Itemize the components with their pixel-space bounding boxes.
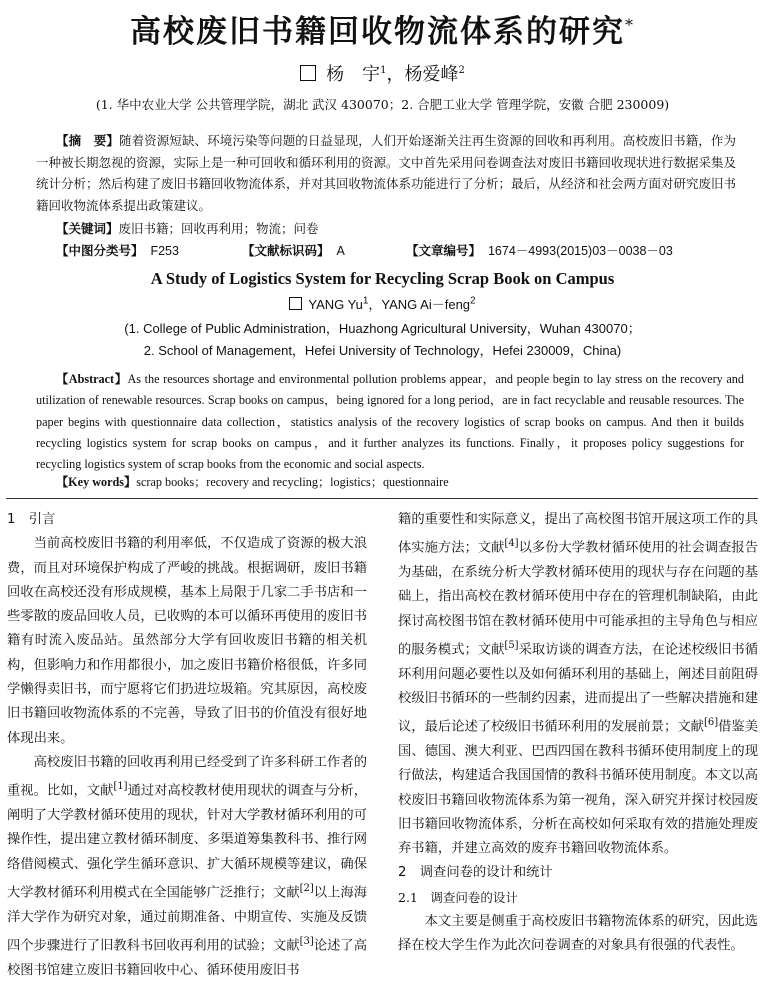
citation-1: [1] [113, 781, 128, 793]
paper-title [0, 6, 765, 51]
author-1-sup: 1 [380, 65, 387, 76]
citation-4: [4] [504, 538, 519, 550]
abstract-zh-text: 随着资源短缺、环境污染等问题的日益显现，人们开始逐渐关注再生资源的回收和再利用。高校废旧书籍，作为一种被长期忽视的资源，实际上是一种可回收和循环利用的资源。文中首先采用问卷调查法对废旧书籍回收现状进行数据采集及统计分析；然后构建了废旧书籍回收物流体系，并对其回收物流体系功能进行了分析；最后，从经济和社会两方面对研究废旧书籍回收物流体系提出政策建议。 [36, 133, 737, 213]
en-author-sep: ， [368, 297, 382, 312]
section-1-heading: 1 引言 [7, 512, 56, 527]
citation-3: [3] [299, 935, 314, 947]
paragraph-text: 借鉴美国、德国、澳大利亚、巴西四国在教科书循环使用制度上的现行做法，构建适合我国国情的教科书循环使用制度。本文以高校废旧书籍回收物流体系为第一视角，深入研究并探讨校园废旧书籍回收物流体系，分析在高校如何采取有效的措施处理废弃书籍，并建立高效的废弃书籍回收物流体系。 [398, 719, 759, 857]
paragraph-text: 论述了高校图书馆建立废旧书籍回收中心、循环使用废旧书 [7, 938, 368, 978]
article-id-item [406, 241, 673, 259]
section-divider [6, 498, 758, 499]
abstract-en [36, 369, 744, 475]
author-2-sup: 2 [458, 65, 465, 76]
body-right-column [398, 508, 758, 959]
clc-value: F253 [150, 244, 179, 258]
paragraph-text: 通过对高校教材使用现状的调查与分析，阐明了大学教材循环使用的现状，针对大学教材循环利用的可操作性，提出建立教材循环制度、多渠道筹集教科书、推行网络借阅模式、强化学生循环意识、扩大循环规模等建议，确保大学教材循环利用模式在全国能够广泛推行；文献 [7, 783, 368, 901]
clc-label: 【中图分类号】 [56, 244, 144, 258]
english-affiliation-1: (1. College of Public Administration，Huazhong Agricultural University，Wuhan 430070； [124, 321, 641, 336]
author-1: 杨 宇 [326, 64, 381, 85]
citation-2: [2] [299, 882, 314, 894]
citation-5: [5] [504, 639, 519, 651]
paragraph: 当前高校废旧书籍的利用率低，不仅造成了资源的极大浪费，而且对环境保护构成了严峻的挑战。根据调研，废旧书籍回收在高校还没有形成规模，基本上局限于几家二手书店和一些零散的废品回收人员，已收购的本可以循环再使用的废旧书籍有时流入废品站。虽然部分大学有回收废旧书籍的相关机构，但影响力和作用都很小，加之废旧书籍价格很低，许多同学懒得卖旧书，而宁愿将它们扔进垃圾箱。究其原因，高校废旧书籍回收物流体系的不完善，导致了旧书的价值没有很好地体现出来。 [7, 536, 367, 746]
keywords-zh-label: 【关键词】 [56, 221, 119, 236]
en-author-1-sup: 1 [362, 295, 369, 307]
doc-code-value: A [336, 244, 345, 258]
abstract-en-label: 【Abstract】 [56, 372, 128, 386]
clc-item [56, 241, 179, 259]
title-text: 高校废旧书籍回收物流体系的研究 [130, 14, 625, 50]
english-author-line [0, 294, 765, 313]
paragraph-text: 以多份大学教材循环使用的社会调查报告为基础，在系统分析大学教材循环使用的现状与存在问题的基础上，指出高校在教材循环使用中存在的管理机制缺陷，由此探讨高校图书馆在教材循环使用中可能承担的主导角色与相应的服务模式；文献 [398, 540, 759, 658]
author-2: 杨爱峰 [404, 64, 459, 85]
en-author-2-sup: 2 [470, 295, 476, 307]
citation-6: [6] [703, 717, 719, 729]
author-line [0, 60, 765, 86]
author-sep: ， [386, 64, 405, 85]
keywords-zh [56, 219, 319, 237]
doc-code-item [242, 241, 345, 259]
keywords-en-label: 【Key words】 [56, 475, 137, 489]
paragraph-text: 采取访谈的调查方法，在论述校级旧书循环利用问题必要性以及如何循环利用的基础上，阐述目前阻碍校级旧书循环的一些制约因素，进而提出了一些解决措施和建议，最后论述了校级旧书循环利用的发展前景；文献 [398, 642, 759, 735]
paragraph-text: 高校废旧书籍的回收再利用已经受到了许多科研工作者的重视。比如，文献 [7, 754, 367, 799]
paragraph: 本文主要是侧重于高校废旧书籍物流体系的研究，因此选择在校大学生作为此次问卷调查的对象具有很强的代表性。 [398, 914, 758, 954]
paragraph-text: 以上海海洋大学作为研究对象，通过前期准备、中期宣传、实施及反馈四个步骤进行了旧教科书回收再利用的试验；文献 [7, 885, 368, 954]
title-footnote-mark: * [625, 15, 635, 35]
paragraph [398, 508, 758, 861]
paragraph-text: 籍的重要性和实际意义，提出了高校图书馆开展这项工作的具体实施方法；文献 [398, 512, 758, 556]
keywords-en-text: scrap books；recovery and recycling；logistics；questionnaire [136, 475, 449, 489]
english-author-box-icon [289, 297, 302, 310]
abstract-en-text: As the resources shortage and environmental pollution problems appear，and people begin to lay stress on the recovery and utilization of renewable resources. Scrap books on campus，being ignored for a long period，are in fact recyclable and reusable resources. The paper begins with questionnaire data collection，statistics analysis of the recovery logistics of scrap books on campus. And then it builds recycling logistics system for scrap books on campus，and it further analyzes its functions. Finally，it proposes policy suggestions for recycling logistics system of scrap books from the economic and social aspects. [36, 372, 744, 472]
keywords-zh-text: 废旧书籍；回收再利用；物流；问卷 [118, 221, 319, 236]
article-id-label: 【文章编号】 [406, 244, 482, 258]
paragraph [7, 751, 367, 983]
english-title: A Study of Logistics System for Recycling Scrap Book on Campus [150, 269, 615, 288]
body-left-column [7, 508, 367, 983]
abstract-zh-label: 【摘 要】 [56, 133, 119, 148]
keywords-en [56, 473, 449, 490]
doc-code-label: 【文献标识码】 [242, 244, 330, 258]
en-author-2: YANG Ai－feng [381, 297, 471, 312]
affiliation-zh: (1. 华中农业大学 公共管理学院，湖北 武汉 430070；2. 合肥工业大学 管理学院，安徽 合肥 230009) [95, 97, 670, 112]
en-author-1: YANG Yu [308, 297, 363, 312]
article-id-value: 1674－4993(2015)03－0038－03 [487, 244, 673, 258]
section-2-1-heading: 2.1 调查问卷的设计 [398, 889, 518, 905]
author-box-icon [300, 65, 316, 81]
abstract-zh [36, 130, 736, 216]
english-affiliation-2: 2. School of Management，Hefei University of Technology，Hefei 230009，China) [143, 343, 622, 358]
section-2-heading: 2 调查问卷的设计和统计 [398, 865, 553, 881]
